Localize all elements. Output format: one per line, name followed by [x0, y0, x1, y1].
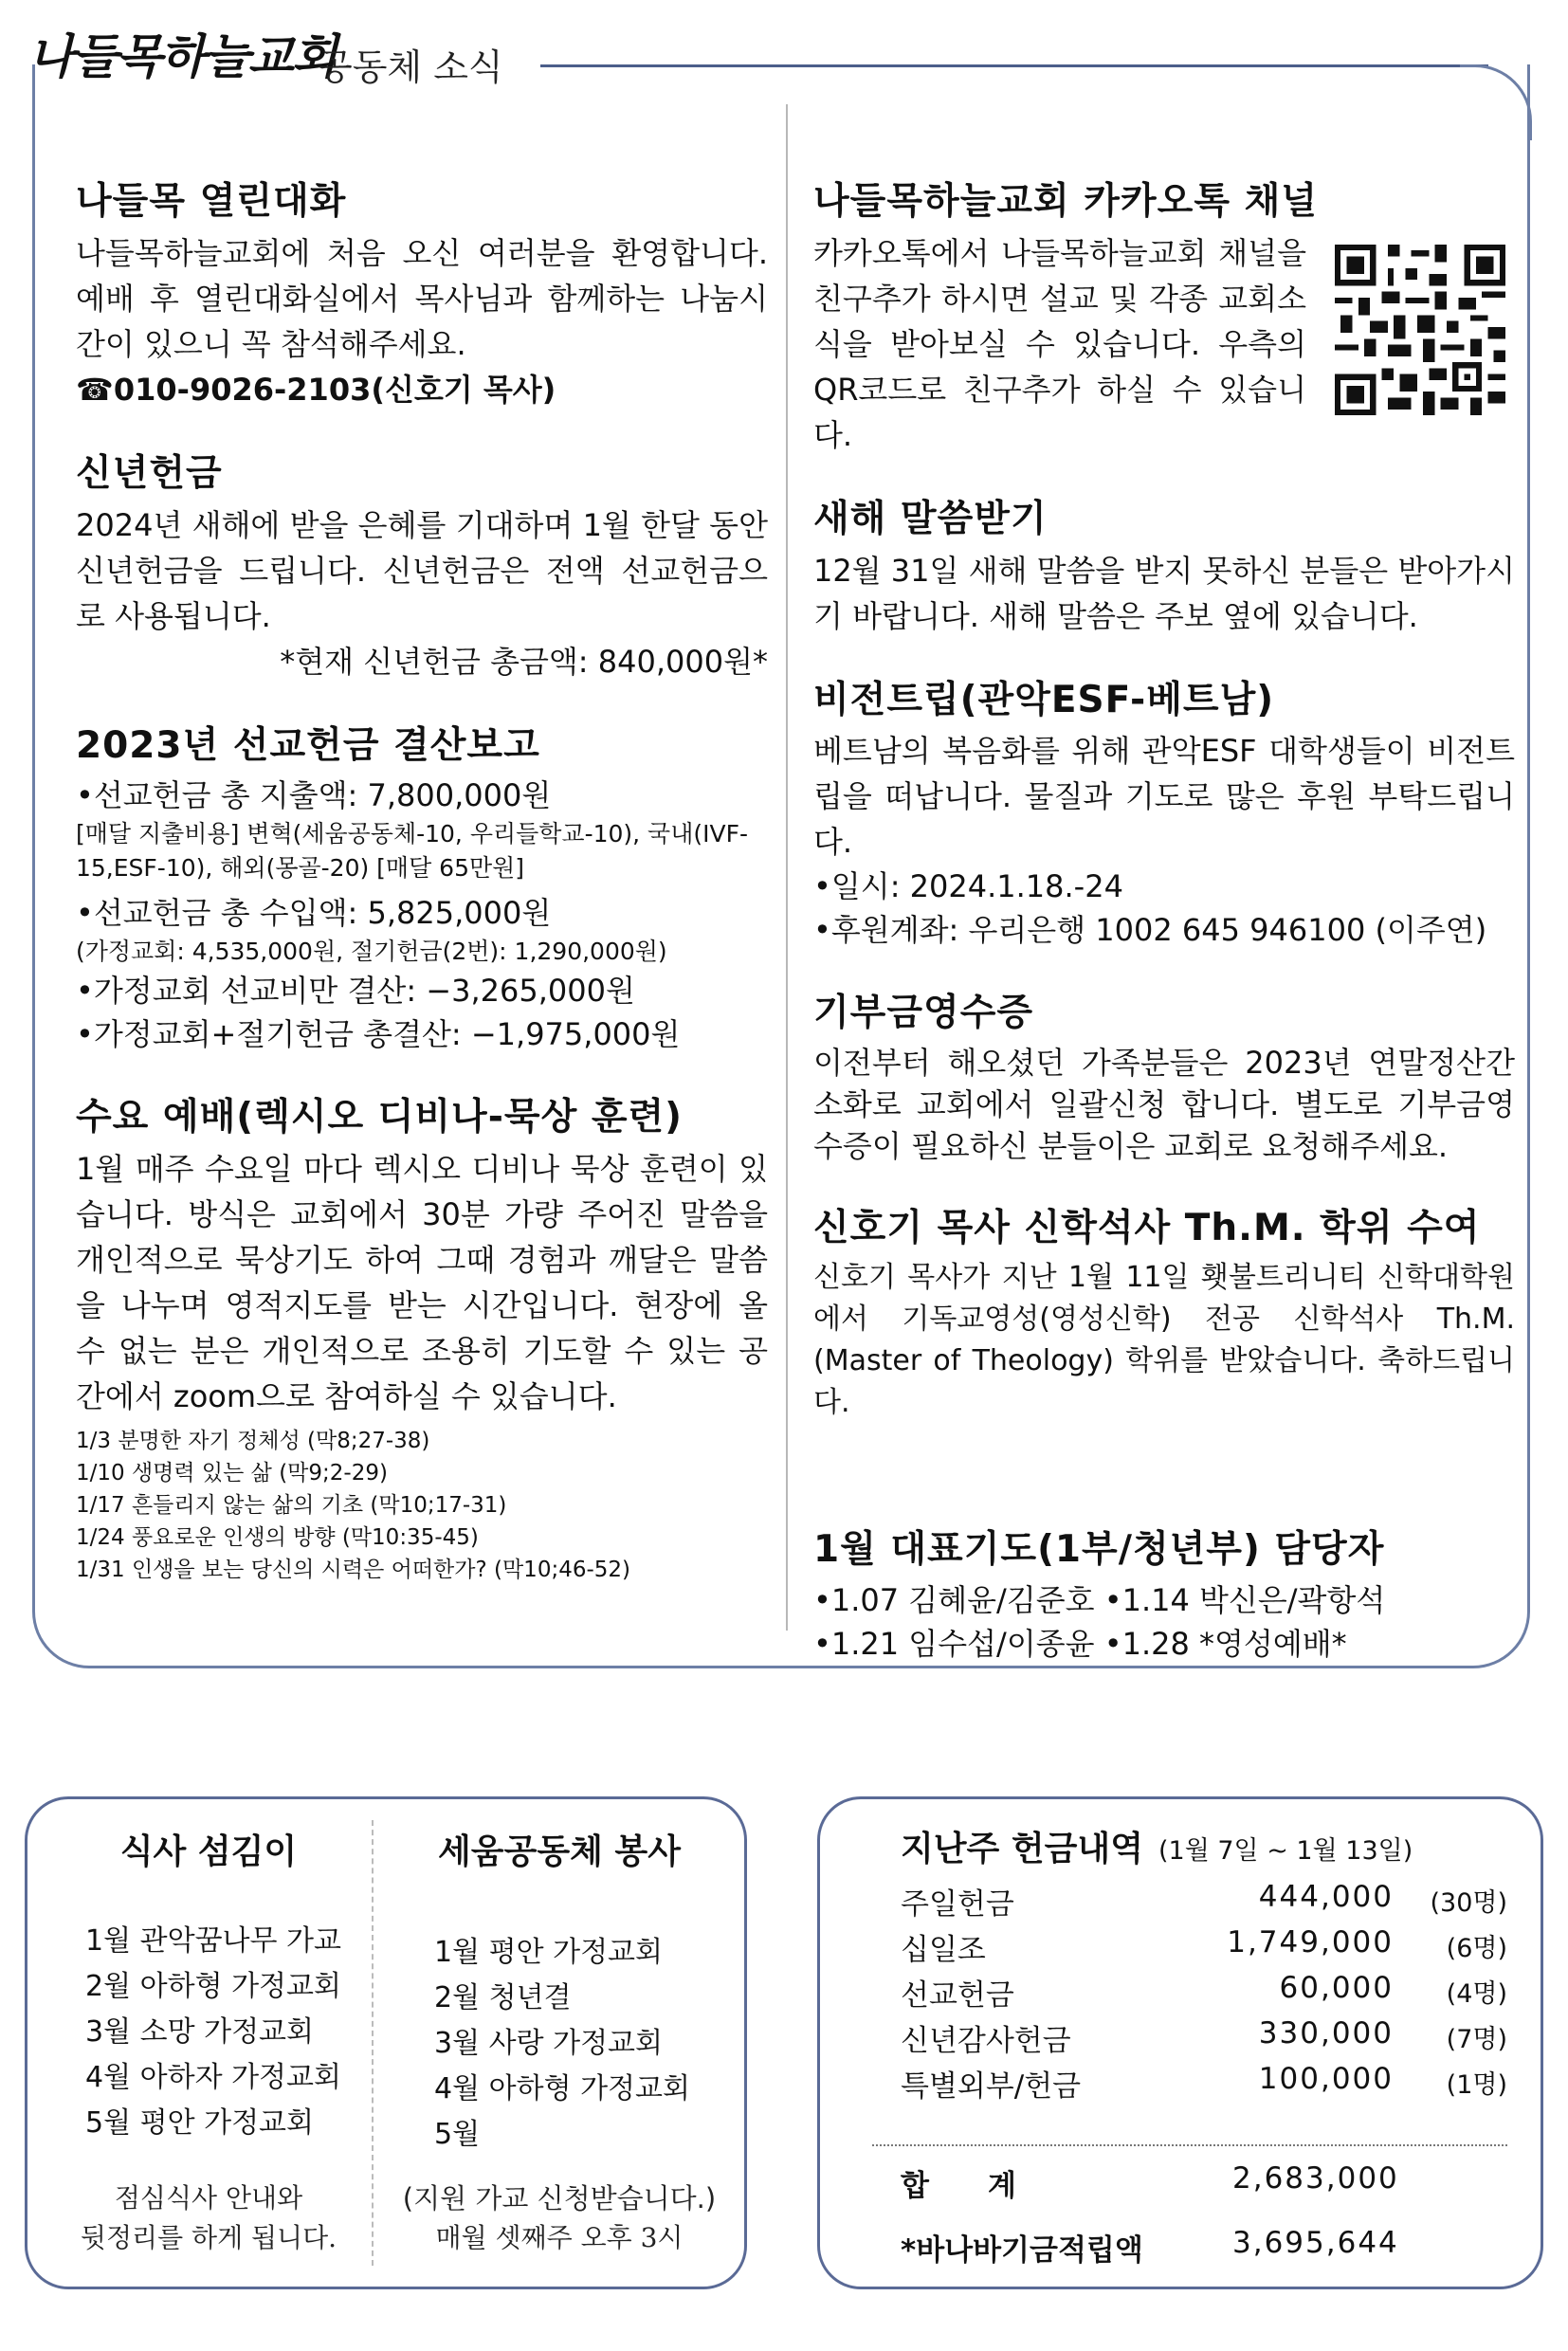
offering-label: 선교헌금 — [901, 1978, 1014, 2013]
contact-phone: ☎010-9026-2103(신호기 목사) — [76, 371, 556, 408]
offering-amount: 100,000 — [1258, 2062, 1394, 2096]
mission-balance-house: •가정교회 선교비만 결산: −3,265,000원 — [76, 973, 635, 1010]
donation-receipt-title: 기부금영수증 — [813, 992, 1034, 1035]
service-title: 세움공동체 봉사 — [438, 1832, 681, 1871]
meal-serving-item: 3월 소망 가정교회 — [85, 2015, 315, 2049]
new-year-word-title: 새해 말씀받기 — [813, 497, 1048, 540]
meal-serving-note: 점심식사 안내와 — [114, 2182, 303, 2214]
donation-receipt-section — [813, 992, 1515, 1167]
offering-count: (4명) — [1446, 1979, 1507, 2009]
offering-row — [901, 2062, 1507, 2107]
new-year-offering-section — [76, 452, 768, 684]
mission-report-section — [76, 724, 768, 1057]
offering-row — [901, 1880, 1507, 1925]
meal-serving-item: 2월 아하형 가정교회 — [85, 1970, 341, 2003]
offering-row — [901, 2016, 1507, 2062]
offering-row — [901, 1925, 1507, 1971]
meal-serving-item: 1월 관악꿈나무 가교 — [85, 1924, 341, 1958]
new-year-word-section — [813, 498, 1515, 639]
offering-total-amount: 2,683,000 — [1232, 2161, 1399, 2196]
kakao-section — [813, 180, 1515, 458]
open-talk-body: 나들목하늘교회에 처음 오신 여러분을 환영합니다. 예배 후 열린대화실에서 목사님과 함께하는 나눔시간이 있으니 꼭 참석해주세요. — [76, 234, 768, 362]
mission-balance-total: •가정교회+절기헌금 총결산: −1,975,000원 — [76, 1016, 681, 1053]
open-talk-section — [76, 180, 768, 412]
prayer-duty-row: •1.21 임수섭/이종윤 •1.28 *영성예배* — [813, 1625, 1347, 1662]
column-divider — [786, 104, 788, 1631]
offering-label: 신년감사헌금 — [901, 2024, 1071, 2058]
service-note: (지원 가교 신청받습니다.) — [402, 2182, 717, 2214]
meal-serving-item: 5월 평안 가정교회 — [85, 2106, 315, 2140]
offering-amount: 1,749,000 — [1227, 1925, 1394, 1959]
meal-serving-title: 식사 섬김이 — [119, 1832, 298, 1871]
section-title: 공동체 소식 — [318, 46, 503, 88]
meal-serving-item: 4월 아하자 가정교회 — [85, 2061, 341, 2094]
barnabas-fund-amount: 3,695,644 — [1232, 2226, 1399, 2260]
new-year-offering-body: 2024년 새해에 받을 은혜를 기대하며 1월 한달 동안 신년헌금을 드립니다. 신년헌금은 전액 선교헌금으로 사용됩니다. — [76, 506, 768, 634]
vision-trip-account: •후원계좌: 우리은행 1002 645 946100 (이주연) — [813, 912, 1487, 949]
service-list — [389, 1930, 730, 2158]
offering-amount: 444,000 — [1258, 1880, 1394, 1914]
schedule-item: 1/31 인생을 보는 당신의 시력은 어떠한가? (막10;46-52) — [76, 1558, 631, 1583]
donation-receipt-body: 이전부터 해오셨던 가족분들은 2023년 연말정산간소화로 교회에서 일괄신청 합니다. 별도로 기부금영수증이 필요하신 분들이은 교회로 요청해주세요. — [813, 1045, 1515, 1165]
degree-title: 신호기 목사 신학석사 Th.M. 학위 수여 — [813, 1207, 1481, 1250]
kakao-title: 나들목하늘교회 카카오톡 채널 — [813, 180, 1318, 223]
kakao-body: 카카오톡에서 나들목하늘교회 채널을 친구추가 하시면 설교 및 각종 교회소식을 받아보실 수 있습니다. 우측의 QR코드로 친구추가 하실 수 있습니다. — [813, 234, 1306, 453]
barnabas-fund-label: *바나바기금적립액 — [901, 2233, 1143, 2268]
serving-divider — [372, 1820, 374, 2266]
vision-trip-title: 비전트립(관악ESF-베트남) — [813, 678, 1275, 721]
offering-amount: 330,000 — [1258, 2016, 1394, 2050]
offering-label: 십일조 — [901, 1933, 986, 1967]
open-talk-title: 나들목 열린대화 — [76, 180, 347, 223]
offering-title: 지난주 헌금내역 — [901, 1830, 1143, 1868]
service-item: 1월 평안 가정교회 — [434, 1936, 664, 1969]
degree-section — [813, 1207, 1515, 1424]
offering-amount: 60,000 — [1279, 1971, 1394, 2005]
service-item: 2월 청년결 — [434, 1981, 572, 2014]
offering-separator — [872, 2144, 1507, 2146]
mission-income: •선교헌금 총 수입액: 5,825,000원 — [76, 895, 552, 932]
prayer-duty-row: •1.07 김혜윤/김준호 •1.14 박신은/곽항석 — [813, 1581, 1386, 1618]
vision-trip-body: 베트남의 복음화를 위해 관악ESF 대학생들이 비전트립을 떠납니다. 물질과 기도로 많은 후원 부탁드립니다. — [813, 733, 1515, 861]
left-column — [76, 180, 768, 1626]
offering-total-label: 합 계 — [901, 2169, 1016, 2203]
service-column — [389, 1825, 730, 2258]
service-item: 3월 사랑 가정교회 — [434, 2027, 664, 2060]
right-column — [813, 180, 1515, 1705]
mission-income-detail: (가정교회: 4,535,000원, 절기헌금(2번): 1,290,000원) — [76, 938, 667, 966]
meal-serving-column — [57, 1825, 360, 2258]
service-item: 5월 — [434, 2118, 481, 2151]
new-year-offering-total: *현재 신년헌금 총금액: 840,000원* — [280, 643, 768, 680]
offering-count: (7명) — [1446, 2025, 1507, 2054]
new-year-word-body: 12월 31일 새해 말씀을 받지 못하신 분들은 받아가시기 바랍니다. 새해 말씀은 주보 옆에 있습니다. — [813, 552, 1515, 634]
offering-period: (1월 7일 ~ 1월 13일) — [1158, 1836, 1413, 1866]
schedule-item: 1/17 흔들리지 않는 삶의 기초 (막10;17-31) — [76, 1493, 507, 1519]
schedule-item: 1/24 풍요로운 인생의 방향 (막10:35-45) — [76, 1525, 479, 1551]
offering-label: 주일헌금 — [901, 1887, 1014, 1922]
service-item: 4월 아하형 가정교회 — [434, 2072, 690, 2105]
prayer-duty-section — [813, 1528, 1515, 1666]
wednesday-service-title: 수요 예배(렉시오 디비나-묵상 훈련) — [76, 1096, 684, 1139]
vision-trip-date: •일시: 2024.1.18.-24 — [813, 868, 1123, 905]
offering-row — [901, 1971, 1507, 2016]
vision-trip-section — [813, 679, 1515, 953]
wednesday-service-body: 1월 매주 수요일 마다 렉시오 디비나 묵상 훈련이 있습니다. 방식은 교회에서 30분 가량 주어진 말씀을 개인적으로 묵상기도 하여 그때 경험과 깨달은 말씀을 나누며 영적지도를 받는 시간입니다. 현장에 올 수 없는 분은 개인적으로 조용히 기도할 수 있는 공간에서 zoom으로 참여하실 수 있습니다. — [76, 1151, 768, 1415]
schedule-list — [76, 1425, 768, 1586]
offering-count: (30명) — [1430, 1888, 1507, 1918]
degree-body: 신호기 목사가 지난 1월 11일 횃불트리니티 신학대학원에서 기독교영성(영성신학) 전공 신학석사 Th.M.(Master of Theology) 학위를 받았습니다. 축하드립니다. — [813, 1260, 1515, 1419]
mission-report-title: 2023년 선교헌금 결산보고 — [76, 723, 540, 767]
offering-label: 특별외부/헌금 — [901, 2069, 1082, 2104]
meal-serving-note: 뒷정리를 하게 됩니다. — [80, 2222, 337, 2253]
schedule-item: 1/10 생명력 있는 삶 (막9;2-29) — [76, 1461, 388, 1486]
church-logo: 나들목하늘교회 — [28, 28, 337, 84]
mission-expense-detail: [매달 지출비용] 변혁(세움공동체-10, 우리들학교-10), 국내(IVF-15,ESF-10), 해외(몽골-20) [매달 65만원] — [76, 820, 748, 883]
mission-expense: •선교헌금 총 지출액: 7,800,000원 — [76, 777, 552, 814]
qr-code-icon[interactable] — [1335, 245, 1505, 415]
offering-count: (6명) — [1446, 1934, 1507, 1963]
new-year-offering-title: 신년헌금 — [76, 451, 223, 495]
schedule-item: 1/3 분명한 자기 정체성 (막8;27-38) — [76, 1429, 430, 1454]
offering-count: (1명) — [1446, 2070, 1507, 2100]
meal-serving-list — [57, 1919, 360, 2146]
service-note: 매월 셋째주 오후 3시 — [435, 2222, 684, 2253]
prayer-duty-title: 1월 대표기도(1부/청년부) 담당자 — [813, 1527, 1385, 1571]
wednesday-service-section — [76, 1096, 768, 1586]
